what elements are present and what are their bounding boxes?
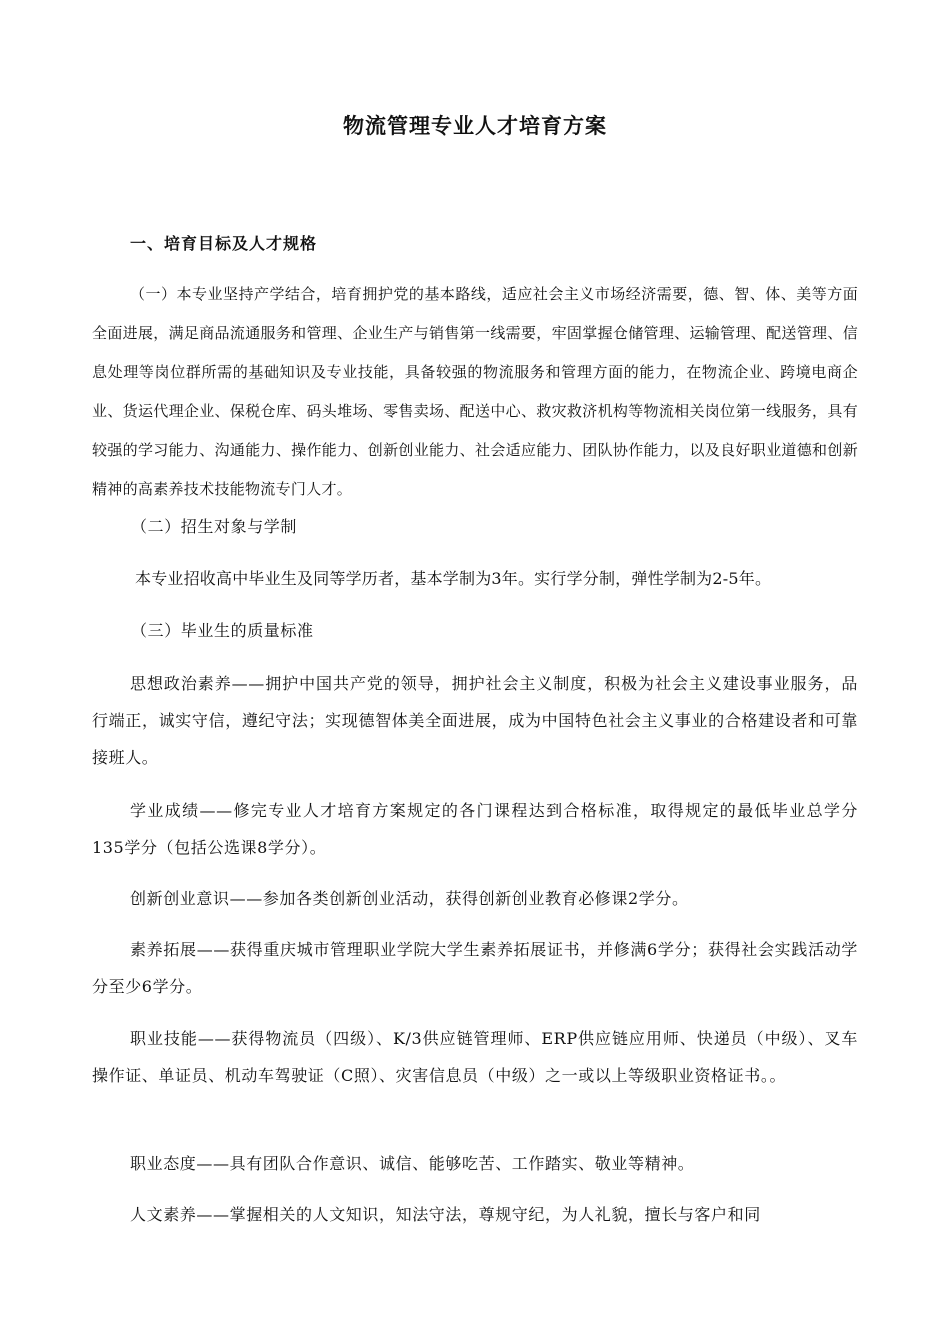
paragraph-academic: 学业成绩——修完专业人才培育方案规定的各门课程达到合格标准，取得规定的最低毕业总学分135学分（包括公选课8学分）。 <box>92 801 858 857</box>
section-heading-goals: 一、培育目标及人才规格 <box>130 234 318 253</box>
document-title: 物流管理专业人才培育方案 <box>343 114 607 138</box>
paragraph-humanity: 人文素养——掌握相关的人文知识，知法守法，尊规守纪，为人礼貌，擅长与客户和同 <box>130 1205 761 1224</box>
subheading-graduate-standards: （三）毕业生的质量标准 <box>131 621 314 640</box>
paragraph-quality-expansion: 素养拓展——获得重庆城市管理职业学院大学生素养拓展证书，并修满6学分；获得社会实践活动学分至少6学分。 <box>92 940 858 996</box>
subheading-enrollment: （二）招生对象与学制 <box>131 517 298 536</box>
paragraph-training-goal <box>92 275 858 509</box>
paragraph-political: 思想政治素养——拥护中国共产党的领导，拥护社会主义制度，积极为社会主义建设事业服务，品行端正，诚实守信，遵纪守法；实现德智体美全面进展，成为中国特色社会主义事业的合格建设者和可靠接班人。 <box>92 674 858 767</box>
paragraph-enrollment: 本专业招收高中毕业生及同等学历者，基本学制为3年。实行学分制，弹性学制为2-5年。 <box>135 569 772 588</box>
paragraph-text: （一）本专业坚持产学结合，培育拥护党的基本路线，适应社会主义市场经济需要，德、智、体、美等方面全面进展，满足商品流通服务和管理、企业生产与销售第一线需要，牢固掌握仓储管理、运输管理、配送管理、信息处理等岗位群所需的基础知识及专业技能，具备较强的物流服务和管理方面的能力，在物流企业、跨境电商企业、货运代理企业、保税仓库、码头堆场、零售卖场、配送中心、救灾救济机构等物流相关岗位第一线服务，具有较强的学习能力、沟通能力、操作能力、创新创业能力、社会适应能力、团队协作能力，以及良好职业道德和创新精神的高素养技术技能物流专门人才。 <box>92 285 858 498</box>
paragraph-attitude: 职业态度——具有团队合作意识、诚信、能够吃苦、工作踏实、敬业等精神。 <box>130 1154 695 1173</box>
paragraph-innovation: 创新创业意识——参加各类创新创业活动，获得创新创业教育必修课2学分。 <box>130 889 689 908</box>
paragraph-vocational-skills: 职业技能——获得物流员（四级）、K/3供应链管理师、ERP供应链应用师、快递员（中级）、叉车操作证、单证员、机动车驾驶证（C照）、灾害信息员（中级）之一或以上等级职业资格证书。。 <box>92 1029 858 1085</box>
